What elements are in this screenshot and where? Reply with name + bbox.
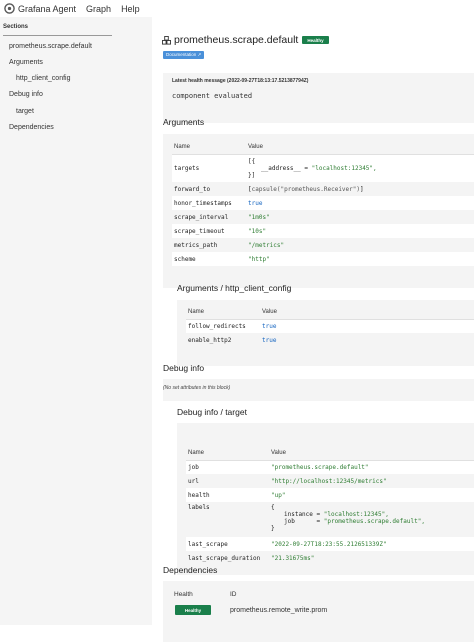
debug-info-title: Debug info xyxy=(163,363,205,373)
sidebar-item-target[interactable]: target xyxy=(16,108,34,115)
table-row xyxy=(186,319,474,333)
sidebar-item-http-client-config[interactable]: http_client_config xyxy=(16,75,71,82)
arg-value: "1m0s" xyxy=(248,213,270,221)
dependency-link[interactable]: prometheus.remote_write.prom xyxy=(230,607,328,614)
col-health: Health xyxy=(174,591,193,598)
table-row xyxy=(186,537,474,551)
brand-title[interactable]: Grafana Agent xyxy=(18,3,77,14)
table-row xyxy=(172,210,474,224)
label-key: job xyxy=(284,518,295,525)
table-row xyxy=(186,502,474,537)
bracket-close: ] xyxy=(360,185,364,193)
brace-open: { xyxy=(271,504,275,511)
documentation-link[interactable]: Documentation ↗ xyxy=(163,51,204,59)
capsule-value: capsule("prometheus.Receiver") xyxy=(251,185,360,193)
health-message-label: Latest health message (2022-09-27T18:13:17.521387794Z) xyxy=(172,78,309,84)
table-row xyxy=(172,154,474,182)
arguments-title: Arguments xyxy=(163,117,205,127)
col-id: ID xyxy=(230,591,237,598)
health-message-box xyxy=(163,73,474,123)
col-value: Value xyxy=(262,308,277,315)
table-row xyxy=(186,460,474,474)
component-title xyxy=(162,34,298,46)
arg-value: "2022-09-27T18:23:55.212651339Z" xyxy=(269,537,474,551)
arg-value xyxy=(246,154,474,182)
label-value: "prometheus.scrape.default", xyxy=(323,518,425,525)
arg-key: job xyxy=(186,460,269,474)
sidebar xyxy=(0,17,152,625)
arg-key: url xyxy=(188,477,199,485)
sidebar-heading: Sections xyxy=(3,24,29,30)
arg-value xyxy=(269,502,474,537)
table-row xyxy=(172,224,474,238)
arg-value: true xyxy=(262,336,277,344)
top-bar xyxy=(0,0,474,17)
brace-close: } xyxy=(271,525,275,532)
arg-key: scheme xyxy=(172,252,246,266)
health-badge: Healthy xyxy=(302,36,329,44)
component-title-text: prometheus.scrape.default xyxy=(174,34,299,46)
col-name: Name xyxy=(174,143,191,150)
arg-value: "http" xyxy=(246,252,474,266)
health-message-text: component evaluated xyxy=(172,92,253,100)
arg-key: scrape_timeout xyxy=(172,224,246,238)
arg-value: "10s" xyxy=(246,224,474,238)
arg-key: enable_http2 xyxy=(188,336,232,344)
main-content xyxy=(152,17,474,625)
debug-target-table xyxy=(186,446,474,565)
table-row xyxy=(186,488,474,502)
arg-value: "/metrics" xyxy=(248,241,285,249)
col-name: Name xyxy=(188,308,205,315)
label-value: "localhost:12345", xyxy=(323,511,389,518)
bracket-close: }] xyxy=(248,171,256,179)
arg-key: last_scrape xyxy=(186,537,269,551)
http-client-config-title: Arguments / http_client_config xyxy=(177,283,292,293)
arg-key: health xyxy=(186,488,269,502)
arg-value xyxy=(246,182,474,196)
label-key: instance xyxy=(284,511,313,518)
arg-key: targets xyxy=(172,154,246,182)
arg-value: "http://localhost:12345/metrics" xyxy=(271,477,387,485)
arg-key: last_scrape_duration xyxy=(188,554,261,562)
label-value: "localhost:12345", xyxy=(311,164,377,172)
debug-info-note: (No set attributes in this block) xyxy=(163,385,231,391)
arg-key: scrape_interval xyxy=(174,213,229,221)
bracket-open: [ xyxy=(248,185,252,193)
sidebar-item-debug-info[interactable]: Debug info xyxy=(9,91,43,98)
col-value: Value xyxy=(271,449,286,456)
table-row xyxy=(186,333,474,347)
equals-sign: = xyxy=(316,511,321,518)
sidebar-item-dependencies[interactable]: Dependencies xyxy=(9,124,54,131)
arg-value: "up" xyxy=(269,488,474,502)
table-row xyxy=(186,474,474,488)
table-row xyxy=(186,551,474,565)
col-name: Name xyxy=(188,449,205,456)
table-row xyxy=(172,238,474,252)
arg-key: honor_timestamps xyxy=(172,196,246,210)
sidebar-item-arguments[interactable]: Arguments xyxy=(9,59,43,66)
table-row xyxy=(172,252,474,266)
col-value: Value xyxy=(248,143,263,150)
arg-value: true xyxy=(246,196,474,210)
arg-value: "prometheus.scrape.default" xyxy=(269,460,474,474)
bracket-open: [{ xyxy=(248,157,256,165)
arg-key: metrics_path xyxy=(174,241,218,249)
table-row xyxy=(172,182,474,196)
grafana-logo-icon[interactable] xyxy=(3,3,15,15)
dependencies-title: Dependencies xyxy=(163,565,218,575)
equals-sign: = xyxy=(316,518,321,525)
arg-key: labels xyxy=(188,504,210,511)
arg-key: follow_redirects xyxy=(186,319,260,333)
http-client-config-table xyxy=(186,305,474,347)
equals-sign: = xyxy=(304,164,308,172)
nav-help[interactable]: Help xyxy=(121,3,140,14)
arg-value: true xyxy=(260,319,474,333)
dependency-health-badge: Healthy xyxy=(175,605,211,615)
nav-graph[interactable]: Graph xyxy=(86,3,112,14)
debug-target-title: Debug info / target xyxy=(177,407,247,417)
arg-key: forward_to xyxy=(174,185,211,193)
label-key: __address__ xyxy=(261,164,301,172)
component-icon xyxy=(162,36,171,45)
sidebar-item-component[interactable]: prometheus.scrape.default xyxy=(9,43,92,50)
arg-value: "21.31675ms" xyxy=(271,554,315,562)
arguments-table xyxy=(172,140,474,266)
table-row xyxy=(172,196,474,210)
sidebar-divider xyxy=(3,35,112,36)
